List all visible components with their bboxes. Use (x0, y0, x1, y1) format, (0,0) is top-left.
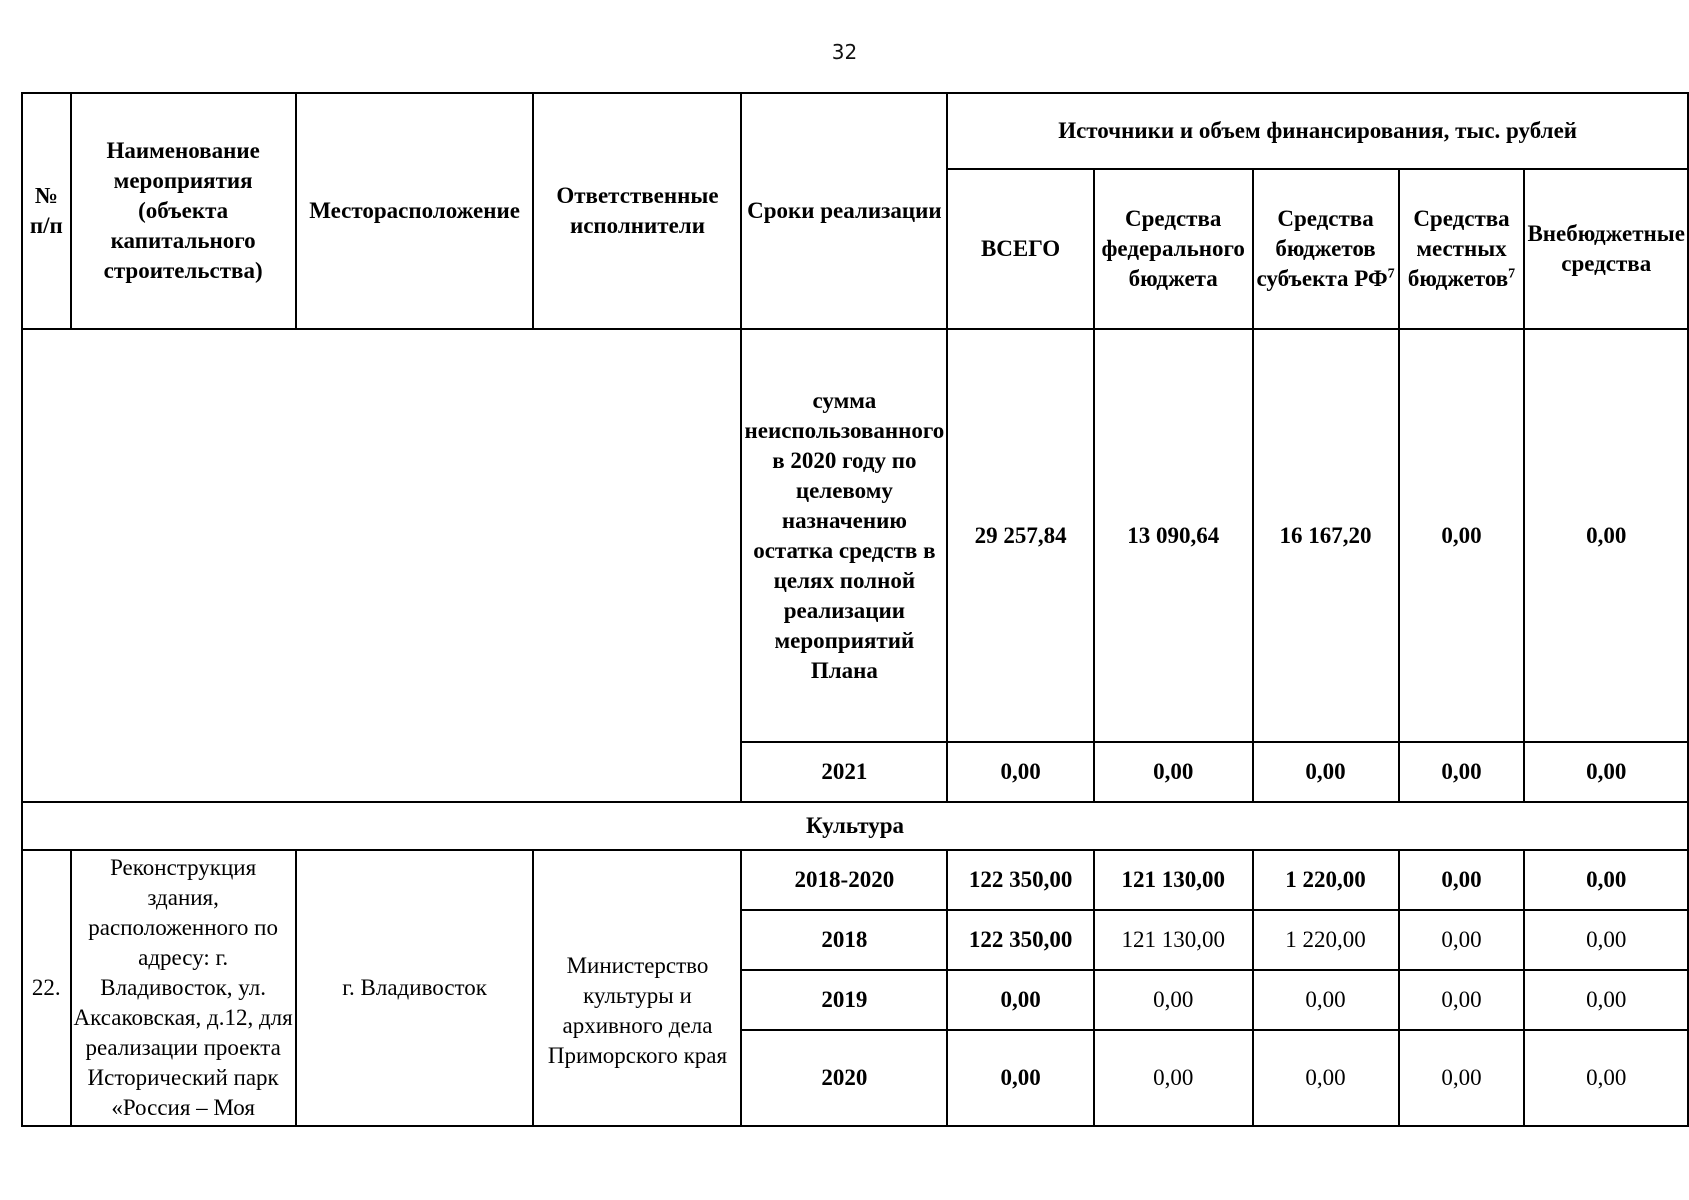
regional-cell: 1 220,00 (1253, 910, 1399, 970)
extra-cell: 0,00 (1524, 970, 1688, 1030)
regional-cell: 0,00 (1253, 1030, 1399, 1126)
page-number: 32 (831, 40, 858, 64)
item-executor: Министерство культуры и архивного дела Приморского края (533, 850, 741, 1126)
regional-cell: 16 167,20 (1253, 329, 1399, 742)
regional-cell: 0,00 (1253, 970, 1399, 1030)
header-name: Наименование мероприятия (объекта капитального строительства) (71, 93, 296, 329)
header-executors: Ответственные исполнители (533, 93, 741, 329)
financing-table (21, 92, 1689, 1127)
header-total: ВСЕГО (947, 169, 1094, 329)
header-num: № п/п (22, 93, 71, 329)
extra-cell: 0,00 (1524, 742, 1688, 802)
total-cell: 0,00 (947, 970, 1094, 1030)
header-location: Месторасположение (296, 93, 534, 329)
local-cell: 0,00 (1399, 970, 1525, 1030)
header-local (1399, 169, 1525, 329)
regional-cell: 1 220,00 (1253, 850, 1399, 910)
total-cell: 122 350,00 (947, 910, 1094, 970)
federal-cell: 0,00 (1094, 742, 1253, 802)
term-cell: 2018-2020 (741, 850, 947, 910)
federal-cell: 0,00 (1094, 970, 1253, 1030)
federal-cell: 13 090,64 (1094, 329, 1253, 742)
local-cell: 0,00 (1399, 910, 1525, 970)
extra-cell: 0,00 (1524, 910, 1688, 970)
term-cell: 2020 (741, 1030, 947, 1126)
term-cell: 2021 (741, 742, 947, 802)
item-num: 22. (22, 850, 71, 1126)
item-location: г. Владивосток (296, 850, 534, 1126)
header-local-text: Средства местных бюджетов (1407, 206, 1510, 291)
footnote-mark: 7 (1387, 266, 1395, 282)
total-cell: 0,00 (947, 1030, 1094, 1126)
header-regional (1253, 169, 1399, 329)
federal-cell: 121 130,00 (1094, 850, 1253, 910)
section-title: Культура (22, 802, 1688, 850)
header-extra: Внебюджетные средства (1524, 169, 1688, 329)
footnote-mark: 7 (1508, 266, 1516, 282)
item-row-1 (22, 850, 1688, 910)
regional-cell: 0,00 (1253, 742, 1399, 802)
header-federal: Средства федерального бюджета (1094, 169, 1253, 329)
extra-cell: 0,00 (1524, 329, 1688, 742)
header-sources-title: Источники и объем финансирования, тыс. рублей (947, 93, 1688, 169)
section-row (22, 802, 1688, 850)
continuation-empty (22, 329, 741, 802)
continuation-row-1 (22, 329, 1688, 742)
local-cell: 0,00 (1399, 850, 1525, 910)
federal-cell: 0,00 (1094, 1030, 1253, 1126)
header-terms: Сроки реализации (741, 93, 947, 329)
header-row-top (22, 93, 1688, 169)
term-cell: 2019 (741, 970, 947, 1030)
item-name: Реконструкция здания, расположенного по адресу: г. Владивосток, ул. Аксаковская, д.12, для реализации проекта Исторический парк «Россия – Моя (71, 850, 296, 1126)
header-regional-text: Средства бюджетов субъекта РФ (1256, 206, 1388, 291)
local-cell: 0,00 (1399, 329, 1525, 742)
extra-cell: 0,00 (1524, 850, 1688, 910)
total-cell: 29 257,84 (947, 329, 1094, 742)
term-cell: сумма неиспользованного в 2020 году по целевому назначению остатка средств в целях полной реализации мероприятий Плана (741, 329, 947, 742)
total-cell: 122 350,00 (947, 850, 1094, 910)
term-cell: 2018 (741, 910, 947, 970)
local-cell: 0,00 (1399, 1030, 1525, 1126)
extra-cell: 0,00 (1524, 1030, 1688, 1126)
total-cell: 0,00 (947, 742, 1094, 802)
federal-cell: 121 130,00 (1094, 910, 1253, 970)
local-cell: 0,00 (1399, 742, 1525, 802)
